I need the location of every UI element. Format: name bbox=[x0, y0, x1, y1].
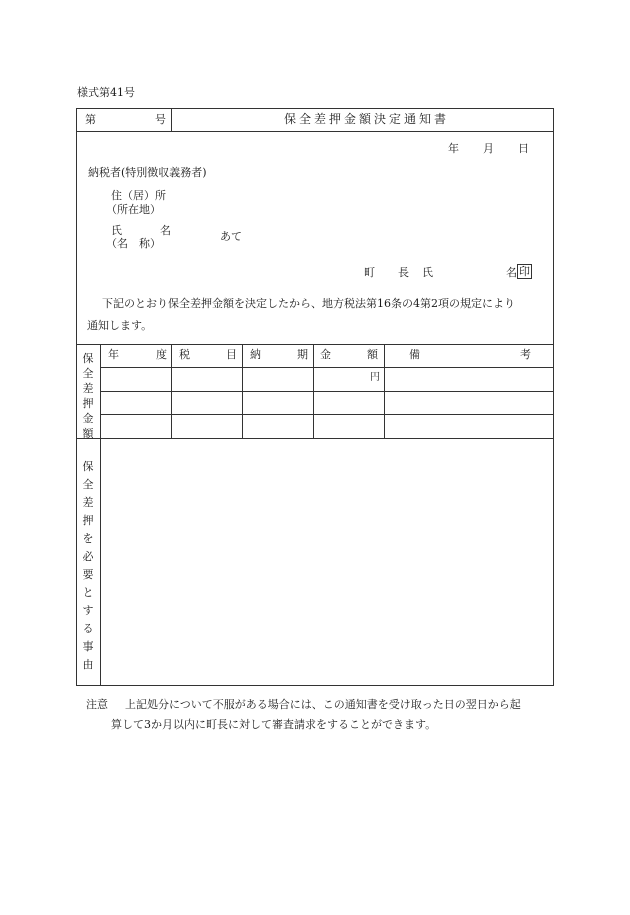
form-number: 様式第41号 bbox=[77, 86, 135, 99]
address-sub-label: （所在地） bbox=[106, 203, 161, 216]
seal-mark bbox=[517, 264, 532, 279]
cell-period-1[interactable] bbox=[243, 368, 313, 391]
reason-side-label: 保全差押を必要とする事由 bbox=[82, 460, 94, 671]
date-day: 日 bbox=[518, 142, 529, 155]
sender-name-suffix: 名 bbox=[506, 266, 517, 279]
col-year-a: 年 bbox=[108, 348, 119, 361]
cell-year-1[interactable] bbox=[101, 368, 171, 391]
col-amount-b: 額 bbox=[367, 348, 378, 361]
amount-side-label: 保全差押金額 bbox=[82, 352, 94, 440]
number-label: 第 bbox=[85, 113, 96, 126]
name-label-first: 氏 bbox=[111, 224, 122, 237]
col-divider-tax bbox=[242, 344, 243, 438]
name-label-second: 名 bbox=[160, 224, 171, 237]
col-amount-a: 金 bbox=[320, 348, 331, 361]
yen-unit: 円 bbox=[370, 372, 380, 383]
number-suffix: 号 bbox=[155, 113, 166, 126]
sender-title: 氏 bbox=[422, 266, 433, 279]
sender-town: 町 bbox=[364, 266, 375, 279]
cell-remarks-1[interactable] bbox=[385, 368, 553, 391]
note-line-2: 算して3か月以内に町長に対して審査請求をすることができます。 bbox=[111, 718, 437, 731]
name-sub-label: （名 称） bbox=[106, 237, 161, 250]
cell-amount-1[interactable] bbox=[314, 381, 384, 391]
document-title: 保全差押金額決定通知書 bbox=[284, 112, 450, 126]
date-year: 年 bbox=[448, 142, 459, 155]
body-line-2: 通知します。 bbox=[87, 319, 153, 332]
header-bottom-line bbox=[76, 131, 554, 132]
sender-chief: 長 bbox=[398, 266, 409, 279]
ate-text: あて bbox=[220, 230, 242, 243]
note-line-1: 上記処分について不服がある場合には、この通知書を受け取った日の翌日から起 bbox=[125, 698, 521, 711]
col-period-b: 期 bbox=[297, 348, 308, 361]
address-label: 住（居）所 bbox=[111, 189, 166, 202]
col-divider-amount bbox=[384, 344, 385, 438]
col-remarks-b: 考 bbox=[520, 348, 531, 361]
col-year-b: 度 bbox=[156, 348, 167, 361]
table-row-line-3 bbox=[100, 414, 554, 415]
table-top-line bbox=[76, 344, 554, 345]
col-remarks-a: 備 bbox=[409, 348, 420, 361]
table-row-line-2 bbox=[100, 391, 554, 392]
taxpayer-label: 納税者(特別徴収義務者) bbox=[88, 166, 207, 179]
header-divider bbox=[171, 108, 172, 131]
body-line-1: 下記のとおり保全差押金額を決定したから、地方税法第16条の4第2項の規定により bbox=[102, 297, 515, 310]
date-month: 月 bbox=[483, 142, 494, 155]
note-label: 注意 bbox=[86, 698, 108, 711]
col-divider-period bbox=[313, 344, 314, 438]
col-divider-year bbox=[171, 344, 172, 438]
col-period-a: 納 bbox=[250, 348, 261, 361]
col-tax-b: 目 bbox=[226, 348, 237, 361]
reason-field[interactable] bbox=[101, 439, 553, 685]
seal-box: 印 bbox=[519, 265, 530, 278]
cell-tax-1[interactable] bbox=[172, 368, 242, 391]
col-tax-a: 税 bbox=[179, 348, 190, 361]
